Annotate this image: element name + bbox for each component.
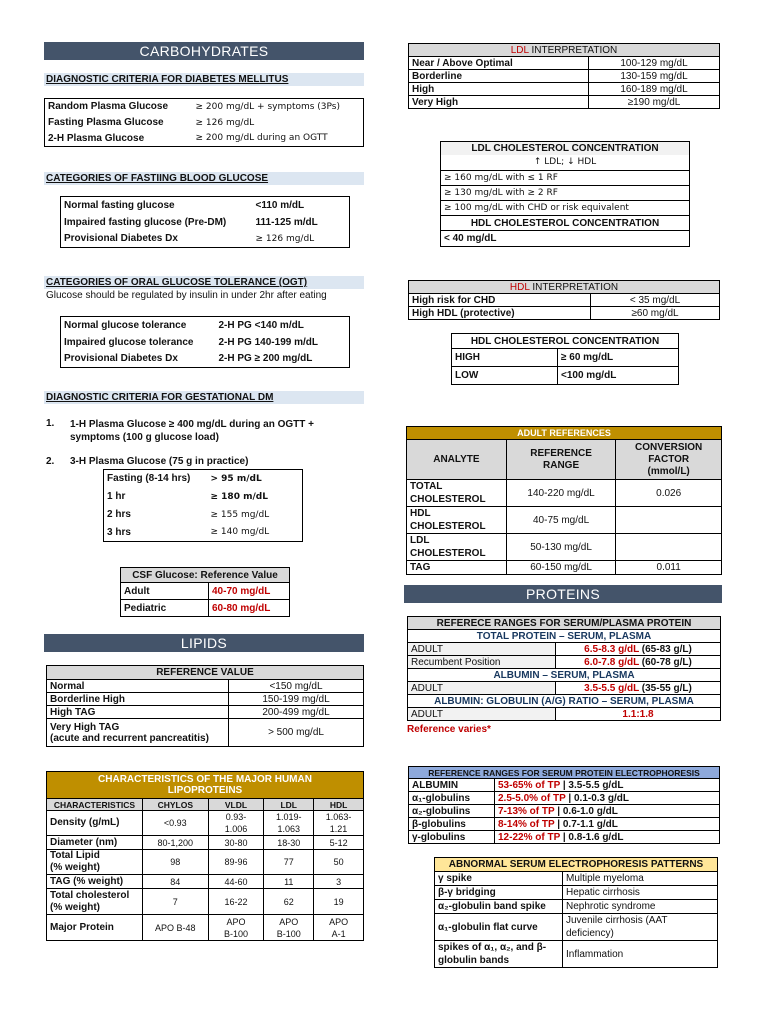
serum-protein-ranges-header-row xyxy=(408,617,721,630)
ldl-conc-row xyxy=(441,186,690,201)
hdl-label: High risk for CHD xyxy=(409,294,591,307)
total-protein-value-red: 6.0-7.8 g/dL xyxy=(584,656,640,668)
gdm-row xyxy=(104,488,303,506)
ldl-interpretation-table xyxy=(408,43,720,109)
hdl-label: High HDL (protective) xyxy=(409,307,591,320)
ldl-conc-header: LDL CHOLESTEROL CONCENTRATION xyxy=(441,142,690,155)
adult-range: 60-150 mg/dL xyxy=(506,561,616,575)
gdm-value: ≥ 140 mg/dL xyxy=(210,527,270,538)
adult-title-row xyxy=(407,427,722,440)
ogt-heading: CATEGORIES OF ORAL GLUCOSE TOLERANCE (OGT) xyxy=(44,276,364,289)
electrophoresis-concentration: | 0.6-1.0 g/dL xyxy=(554,805,618,817)
lipoprotein-value: 84 xyxy=(142,875,208,889)
ogt-table xyxy=(60,316,350,368)
electrophoresis-percent: 8-14% of TP xyxy=(498,818,555,830)
proteins-banner: PROTEINS xyxy=(404,585,722,603)
adult-factor xyxy=(616,507,722,534)
gdm-item-1 xyxy=(70,418,370,444)
ldl-row xyxy=(409,57,720,70)
lipoprotein-row xyxy=(47,915,364,941)
abnormal-row xyxy=(435,900,718,914)
total-protein-value xyxy=(556,656,721,669)
lipoprotein-value: 30-80 xyxy=(208,836,264,850)
lipoprotein-characteristic: Diameter (nm) xyxy=(47,836,143,850)
ogt-row xyxy=(61,351,350,368)
hdl-row xyxy=(409,307,720,320)
hdl-conc2-label: HIGH xyxy=(452,349,558,367)
lipoprotein-characteristic: Major Protein xyxy=(47,915,143,941)
hdl-title xyxy=(409,281,720,294)
lipid-ref-label: High TAG xyxy=(47,706,229,719)
total-protein-value-si: (65-83 g/L) xyxy=(639,643,692,655)
adult-factor: 0.011 xyxy=(616,561,722,575)
lipoprotein-col-header: HDL xyxy=(314,799,364,811)
hdl-conc2-header-row xyxy=(452,334,679,349)
ldl-value: 130-159 mg/dL xyxy=(589,70,720,83)
abnormal-patterns-table xyxy=(434,857,718,968)
adult-col-header: ANALYTE xyxy=(407,440,507,480)
csf-header: CSF Glucose: Reference Value xyxy=(121,568,290,583)
lipoprotein-value: 77 xyxy=(264,850,314,875)
adult-range: 50-130 mg/dL xyxy=(506,534,616,561)
hdl-conc2-row xyxy=(452,367,679,385)
csf-value: 60-80 mg/dL xyxy=(209,600,290,617)
gdm-row xyxy=(104,470,303,488)
abnormal-condition: Juvenile cirrhosis (AAT deficiency) xyxy=(563,914,718,941)
lipoprotein-col-header: LDL xyxy=(264,799,314,811)
lipid-ref-label xyxy=(47,719,229,747)
electrophoresis-concentration: | 0.1-0.3 g/dL xyxy=(565,792,629,804)
lipoprotein-characteristic: Density (g/mL) xyxy=(47,811,143,836)
lipoprotein-value: 18-30 xyxy=(264,836,314,850)
ogt-value: 2-H PG ≥ 200 mg/dL xyxy=(218,353,313,365)
gdm-item-2-number: 2. xyxy=(46,456,55,467)
electrophoresis-value xyxy=(495,818,720,831)
albumin-label: ADULT xyxy=(408,682,556,695)
total-protein-header: TOTAL PROTEIN – SERUM, PLASMA xyxy=(408,630,721,643)
lipoprotein-title-line-a: CHARACTERISTICS OF THE MAJOR HUMAN xyxy=(98,774,312,785)
serum-protein-ranges-table xyxy=(407,616,721,721)
lipoprotein-row xyxy=(47,889,364,915)
lipoprotein-value: 0.93- 1.006 xyxy=(208,811,264,836)
ldl-conc-sub-row xyxy=(441,155,690,171)
csf-value: 40-70 mg/dL xyxy=(209,583,290,600)
hdl-row xyxy=(409,294,720,307)
lipoprotein-value: APO A-1 xyxy=(314,915,364,941)
adult-col-header: REFERENCE RANGE xyxy=(506,440,616,480)
electrophoresis-percent: 2.5-5.0% of TP xyxy=(498,792,566,804)
total-protein-row xyxy=(408,643,721,656)
abnormal-condition: Inflammation xyxy=(563,941,718,968)
abnormal-row xyxy=(435,886,718,900)
dm-criteria-value: ≥ 126 mg/dL xyxy=(195,117,255,128)
hdl-conc2-row xyxy=(452,349,679,367)
electrophoresis-value xyxy=(495,805,720,818)
lipid-ref-header-row xyxy=(47,666,364,680)
fbg-value: ≥ 126 mg/dL xyxy=(255,233,315,244)
fbg-row xyxy=(61,197,350,214)
lipid-ref-row xyxy=(47,680,364,693)
electrophoresis-concentration: | 0.8-1.6 g/dL xyxy=(560,831,624,843)
lipoprotein-col-header: CHYLOS xyxy=(142,799,208,811)
total-protein-label: ADULT xyxy=(408,643,556,656)
abnormal-pattern: α₂-globulin band spike xyxy=(435,900,563,914)
ldl-title-rest: INTERPRETATION xyxy=(528,44,618,56)
total-protein-value-si: (60-78 g/L) xyxy=(639,656,692,668)
lipoprotein-value: APO B-100 xyxy=(264,915,314,941)
gdm-label: 2 hrs xyxy=(107,509,131,520)
csf-row xyxy=(121,583,290,600)
lipoprotein-value: 16-22 xyxy=(208,889,264,915)
ldl-row xyxy=(409,70,720,83)
lipoprotein-value: <0.93 xyxy=(142,811,208,836)
gdm-row xyxy=(104,524,303,542)
lipoprotein-col-header: CHARACTERISTICS xyxy=(47,799,143,811)
lipid-ref-value: 150-199 mg/dL xyxy=(229,693,364,706)
abnormal-row xyxy=(435,914,718,941)
lipid-ref-row xyxy=(47,719,364,747)
albumin-value xyxy=(556,682,721,695)
gdm-value: ≥ 155 mg/dL xyxy=(210,509,270,520)
fbg-heading: CATEGORIES OF FASTIING BLOOD GLUCOSE xyxy=(44,172,364,185)
lipoprotein-value: APO B-100 xyxy=(208,915,264,941)
hdl-conc-row xyxy=(441,231,690,247)
abnormal-pattern: β-γ bridging xyxy=(435,886,563,900)
csf-label: Pediatric xyxy=(121,600,209,617)
abnormal-condition: Nephrotic syndrome xyxy=(563,900,718,914)
lipoprotein-row xyxy=(47,850,364,875)
electrophoresis-ranges-table xyxy=(408,766,720,844)
albumin-value-red: 3.5-5.5 g/dL xyxy=(584,682,640,694)
ldl-label: High xyxy=(409,83,589,96)
dm-criteria-label: Random Plasma Glucose xyxy=(48,101,169,113)
lipoprotein-row xyxy=(47,875,364,889)
ldl-concentration-table xyxy=(440,141,690,247)
lipoprotein-value: 3 xyxy=(314,875,364,889)
lipoprotein-value: 62 xyxy=(264,889,314,915)
total-protein-value xyxy=(556,643,721,656)
ogt-label: Normal glucose tolerance xyxy=(64,319,187,331)
ldl-title-row xyxy=(409,44,720,57)
csf-row xyxy=(121,600,290,617)
adult-row xyxy=(407,480,722,507)
electrophoresis-row xyxy=(409,779,720,792)
abnormal-row xyxy=(435,872,718,886)
very-high-tag-note: (acute and recurrent pancreatitis) xyxy=(50,732,209,744)
hdl-value: ≥60 mg/dL xyxy=(591,307,720,320)
electrophoresis-percent: 53-65% of TP xyxy=(498,779,561,791)
adult-analyte: HDL CHOLESTEROL xyxy=(407,507,507,534)
hdl-interpretation-table xyxy=(408,280,720,320)
adult-row xyxy=(407,561,722,575)
adult-analyte: TAG xyxy=(407,561,507,575)
adult-header-row xyxy=(407,440,722,480)
electrophoresis-fraction: β-globulins xyxy=(409,818,495,831)
lipoprotein-title-row xyxy=(47,772,364,799)
dm-criteria-table xyxy=(44,98,364,147)
very-high-tag-label: Very High TAG xyxy=(50,721,120,733)
dm-criteria-row xyxy=(45,99,364,115)
lipid-ref-value: <150 mg/dL xyxy=(229,680,364,693)
ag-ratio-header-row xyxy=(408,695,721,708)
fbg-row xyxy=(61,231,350,248)
fbg-label: Normal fasting glucose xyxy=(64,199,175,211)
ldl-label: Near / Above Optimal xyxy=(409,57,589,70)
hdl-conc2-value: <100 mg/dL xyxy=(561,370,617,381)
adult-references-title: ADULT REFERENCES xyxy=(407,427,722,440)
electrophoresis-row xyxy=(409,792,720,805)
lipoprotein-table xyxy=(46,771,364,941)
electrophoresis-fraction: γ-globulins xyxy=(409,831,495,844)
dm-criteria-heading: DIAGNOSTIC CRITERIA FOR DIABETES MELLITUS xyxy=(44,73,364,86)
hdl-conc-header-row xyxy=(441,216,690,231)
lipoprotein-row xyxy=(47,811,364,836)
electrophoresis-fraction: α₂-globulins xyxy=(409,805,495,818)
ldl-conc-value: ≥ 160 mg/dL with ≤ 1 RF xyxy=(441,171,690,186)
adult-factor xyxy=(616,534,722,561)
csf-label: Adult xyxy=(121,583,209,600)
lipoprotein-value: 50 xyxy=(314,850,364,875)
abnormal-patterns-header: ABNORMAL SERUM ELECTROPHORESIS PATTERNS xyxy=(435,858,718,872)
hdl-title-red: HDL xyxy=(509,281,530,293)
albumin-header: ALBUMIN – SERUM, PLASMA xyxy=(408,669,721,682)
lipoprotein-value: APO B-48 xyxy=(142,915,208,941)
ldl-value: 160-189 mg/dL xyxy=(589,83,720,96)
ldl-row xyxy=(409,83,720,96)
csf-header-row xyxy=(121,568,290,583)
hdl-value: < 35 mg/dL xyxy=(591,294,720,307)
lipoprotein-col-header: VLDL xyxy=(208,799,264,811)
ldl-conc-value: ≥ 130 mg/dL with ≥ 2 RF xyxy=(441,186,690,201)
fbg-table xyxy=(60,196,350,248)
gdm-item-1-line-a: 1-H Plasma Glucose ≥ 400 mg/dL during an OGTT + xyxy=(70,419,314,430)
hdl-conc-value: < 40 mg/dL xyxy=(444,233,497,244)
fbg-label: Provisional Diabetes Dx xyxy=(64,233,178,245)
adult-range: 40-75 mg/dL xyxy=(506,507,616,534)
dm-criteria-row xyxy=(45,115,364,131)
ag-ratio-label: ADULT xyxy=(408,708,556,721)
ldl-value: 100-129 mg/dL xyxy=(589,57,720,70)
serum-protein-ranges-header: REFERECE RANGES FOR SERUM/PLASMA PROTEIN xyxy=(408,617,721,630)
lipoprotein-title-line-b: LIPOPROTEINS xyxy=(167,785,243,796)
fbg-label: Impaired fasting glucose (Pre-DM) xyxy=(64,216,227,228)
ldl-conc-sub: ↑ LDL; ↓ HDL xyxy=(441,155,690,171)
gdm-heading: DIAGNOSTIC CRITERIA FOR GESTATIONAL DM xyxy=(44,391,364,404)
fbg-value: 111-125 m/dL xyxy=(255,216,318,228)
dm-criteria-value: ≥ 200 mg/dL during an OGTT xyxy=(195,133,328,144)
lipoprotein-value: 89-96 xyxy=(208,850,264,875)
abnormal-condition: Hepatic cirrhosis xyxy=(563,886,718,900)
gdm-value: > 95 m/dL xyxy=(210,473,262,484)
lipoprotein-value: 1.063- 1.21 xyxy=(314,811,364,836)
albumin-header-row xyxy=(408,669,721,682)
hdl-conc2-label: LOW xyxy=(452,367,558,385)
lipoprotein-value: 98 xyxy=(142,850,208,875)
lipoprotein-value: 5-12 xyxy=(314,836,364,850)
adult-analyte: LDL CHOLESTEROL xyxy=(407,534,507,561)
ag-ratio-value-red: 1.1:1.8 xyxy=(622,708,654,720)
lipid-ref-header: REFERENCE VALUE xyxy=(47,666,364,680)
gdm-item-1-number: 1. xyxy=(46,418,55,429)
gdm-row xyxy=(104,506,303,524)
abnormal-row xyxy=(435,941,718,968)
electrophoresis-header: REFERENCE RANGES FOR SERUM PROTEIN ELECTROPHORESIS xyxy=(409,767,720,779)
albumin-row xyxy=(408,682,721,695)
ldl-title xyxy=(409,44,720,57)
lipid-ref-label: Normal xyxy=(47,680,229,693)
lipid-ref-value: 200-499 mg/dL xyxy=(229,706,364,719)
total-protein-row xyxy=(408,656,721,669)
gdm-label: 3 hrs xyxy=(107,526,131,538)
electrophoresis-percent: 7-13% of TP xyxy=(498,805,555,817)
ldl-conc-row xyxy=(441,171,690,186)
gdm-table xyxy=(103,469,303,542)
lipoprotein-header-row xyxy=(47,799,364,811)
lipoprotein-characteristic: Total cholesterol (% weight) xyxy=(47,889,143,915)
lipid-ref-row xyxy=(47,693,364,706)
lipoprotein-row xyxy=(47,836,364,850)
electrophoresis-concentration: | 0.7-1.1 g/dL xyxy=(554,818,618,830)
fbg-row xyxy=(61,214,350,231)
ldl-conc-row xyxy=(441,201,690,216)
electrophoresis-value xyxy=(495,792,720,805)
abnormal-pattern: α₁-globulin flat curve xyxy=(435,914,563,941)
total-protein-label: Recumbent Position xyxy=(408,656,556,669)
adult-factor: 0.026 xyxy=(616,480,722,507)
adult-range: 140-220 mg/dL xyxy=(506,480,616,507)
ldl-label: Borderline xyxy=(409,70,589,83)
carbohydrates-banner: CARBOHYDRATES xyxy=(44,42,364,60)
lipid-ref-row xyxy=(47,706,364,719)
abnormal-header-row xyxy=(435,858,718,872)
ag-ratio-row xyxy=(408,708,721,721)
ag-ratio-value xyxy=(556,708,721,721)
csf-glucose-table xyxy=(120,567,290,617)
adult-col-header: CONVERSION FACTOR (mmol/L) xyxy=(616,440,722,480)
total-protein-header-row xyxy=(408,630,721,643)
hdl-conc-header: HDL CHOLESTEROL CONCENTRATION xyxy=(441,216,690,231)
lipoprotein-value: 19 xyxy=(314,889,364,915)
lipoprotein-characteristic: Total Lipid (% weight) xyxy=(47,850,143,875)
ogt-label: Impaired glucose tolerance xyxy=(64,336,194,348)
adult-references-table xyxy=(406,426,722,575)
electrophoresis-concentration: | 3.5-5.5 g/dL xyxy=(560,779,624,791)
lipoprotein-title xyxy=(47,772,364,799)
total-protein-value-red: 6.5-8.3 g/dL xyxy=(584,643,640,655)
electrophoresis-row xyxy=(409,831,720,844)
ldl-value: ≥190 mg/dL xyxy=(589,96,720,109)
hdl-conc2-header: HDL CHOLESTEROL CONCENTRATION xyxy=(452,334,679,349)
lipoprotein-value: 1.019- 1.063 xyxy=(264,811,314,836)
electrophoresis-header-row xyxy=(409,767,720,779)
electrophoresis-percent: 12-22% of TP xyxy=(498,831,561,843)
lipoprotein-value: 11 xyxy=(264,875,314,889)
dm-criteria-value: ≥ 200 mg/dL + symptoms (3Ps) xyxy=(195,101,340,112)
reference-varies-note: Reference varies* xyxy=(407,724,491,735)
ag-ratio-header: ALBUMIN: GLOBULIN (A/G) RATIO – SERUM, PLASMA xyxy=(408,695,721,708)
ldl-title-red: LDL xyxy=(510,44,529,56)
abnormal-pattern: spikes of α₁, α₂, and β- globulin bands xyxy=(435,941,563,968)
lipids-banner: LIPIDS xyxy=(44,634,364,652)
albumin-value-si: (35-55 g/L) xyxy=(639,682,692,694)
gdm-label: Fasting (8-14 hrs) xyxy=(107,473,191,485)
gdm-value: ≥ 180 m/dL xyxy=(210,491,268,502)
lipid-ref-label: Borderline High xyxy=(47,693,229,706)
gdm-label: 1 hr xyxy=(107,491,126,502)
lipoprotein-value: 7 xyxy=(142,889,208,915)
dm-criteria-label: 2-H Plasma Glucose xyxy=(48,132,145,144)
electrophoresis-row xyxy=(409,818,720,831)
hdl-concentration-table xyxy=(451,333,679,385)
abnormal-pattern: γ spike xyxy=(435,872,563,886)
dm-criteria-row xyxy=(45,131,364,147)
dm-criteria-label: Fasting Plasma Glucose xyxy=(48,117,164,128)
electrophoresis-fraction: α₁-globulins xyxy=(409,792,495,805)
adult-row xyxy=(407,534,722,561)
lipoprotein-characteristic: TAG (% weight) xyxy=(47,875,143,889)
hdl-title-row xyxy=(409,281,720,294)
electrophoresis-value xyxy=(495,779,720,792)
electrophoresis-value xyxy=(495,831,720,844)
ogt-value: 2-H PG 140-199 m/dL xyxy=(218,336,318,348)
electrophoresis-row xyxy=(409,805,720,818)
ogt-label: Provisional Diabetes Dx xyxy=(64,353,178,365)
ogt-value: 2-H PG <140 m/dL xyxy=(218,319,304,331)
gdm-item-1-line-b: symptoms (100 g glucose load) xyxy=(70,432,219,443)
lipoprotein-value: 44-60 xyxy=(208,875,264,889)
abnormal-condition: Multiple myeloma xyxy=(563,872,718,886)
ldl-row xyxy=(409,96,720,109)
fbg-value: <110 m/dL xyxy=(255,199,305,211)
lipid-ref-value: > 500 mg/dL xyxy=(268,727,324,738)
gdm-item-2: 3-H Plasma Glucose (75 g in practice) xyxy=(70,456,249,467)
ldl-conc-header-row xyxy=(441,142,690,155)
ogt-note: Glucose should be regulated by insulin in under 2hr after eating xyxy=(46,290,327,301)
hdl-title-rest: INTERPRETATION xyxy=(529,281,619,293)
ldl-label: Very High xyxy=(409,96,589,109)
ldl-conc-value: ≥ 100 mg/dL with CHD or risk equivalent xyxy=(441,201,690,216)
electrophoresis-fraction: ALBUMIN xyxy=(409,779,495,792)
ogt-row xyxy=(61,334,350,351)
lipid-reference-table xyxy=(46,665,364,747)
ogt-row xyxy=(61,317,350,334)
hdl-conc2-value: ≥ 60 mg/dL xyxy=(558,349,679,367)
adult-analyte: TOTAL CHOLESTEROL xyxy=(407,480,507,507)
lipoprotein-value: 80-1,200 xyxy=(142,836,208,850)
adult-row xyxy=(407,507,722,534)
